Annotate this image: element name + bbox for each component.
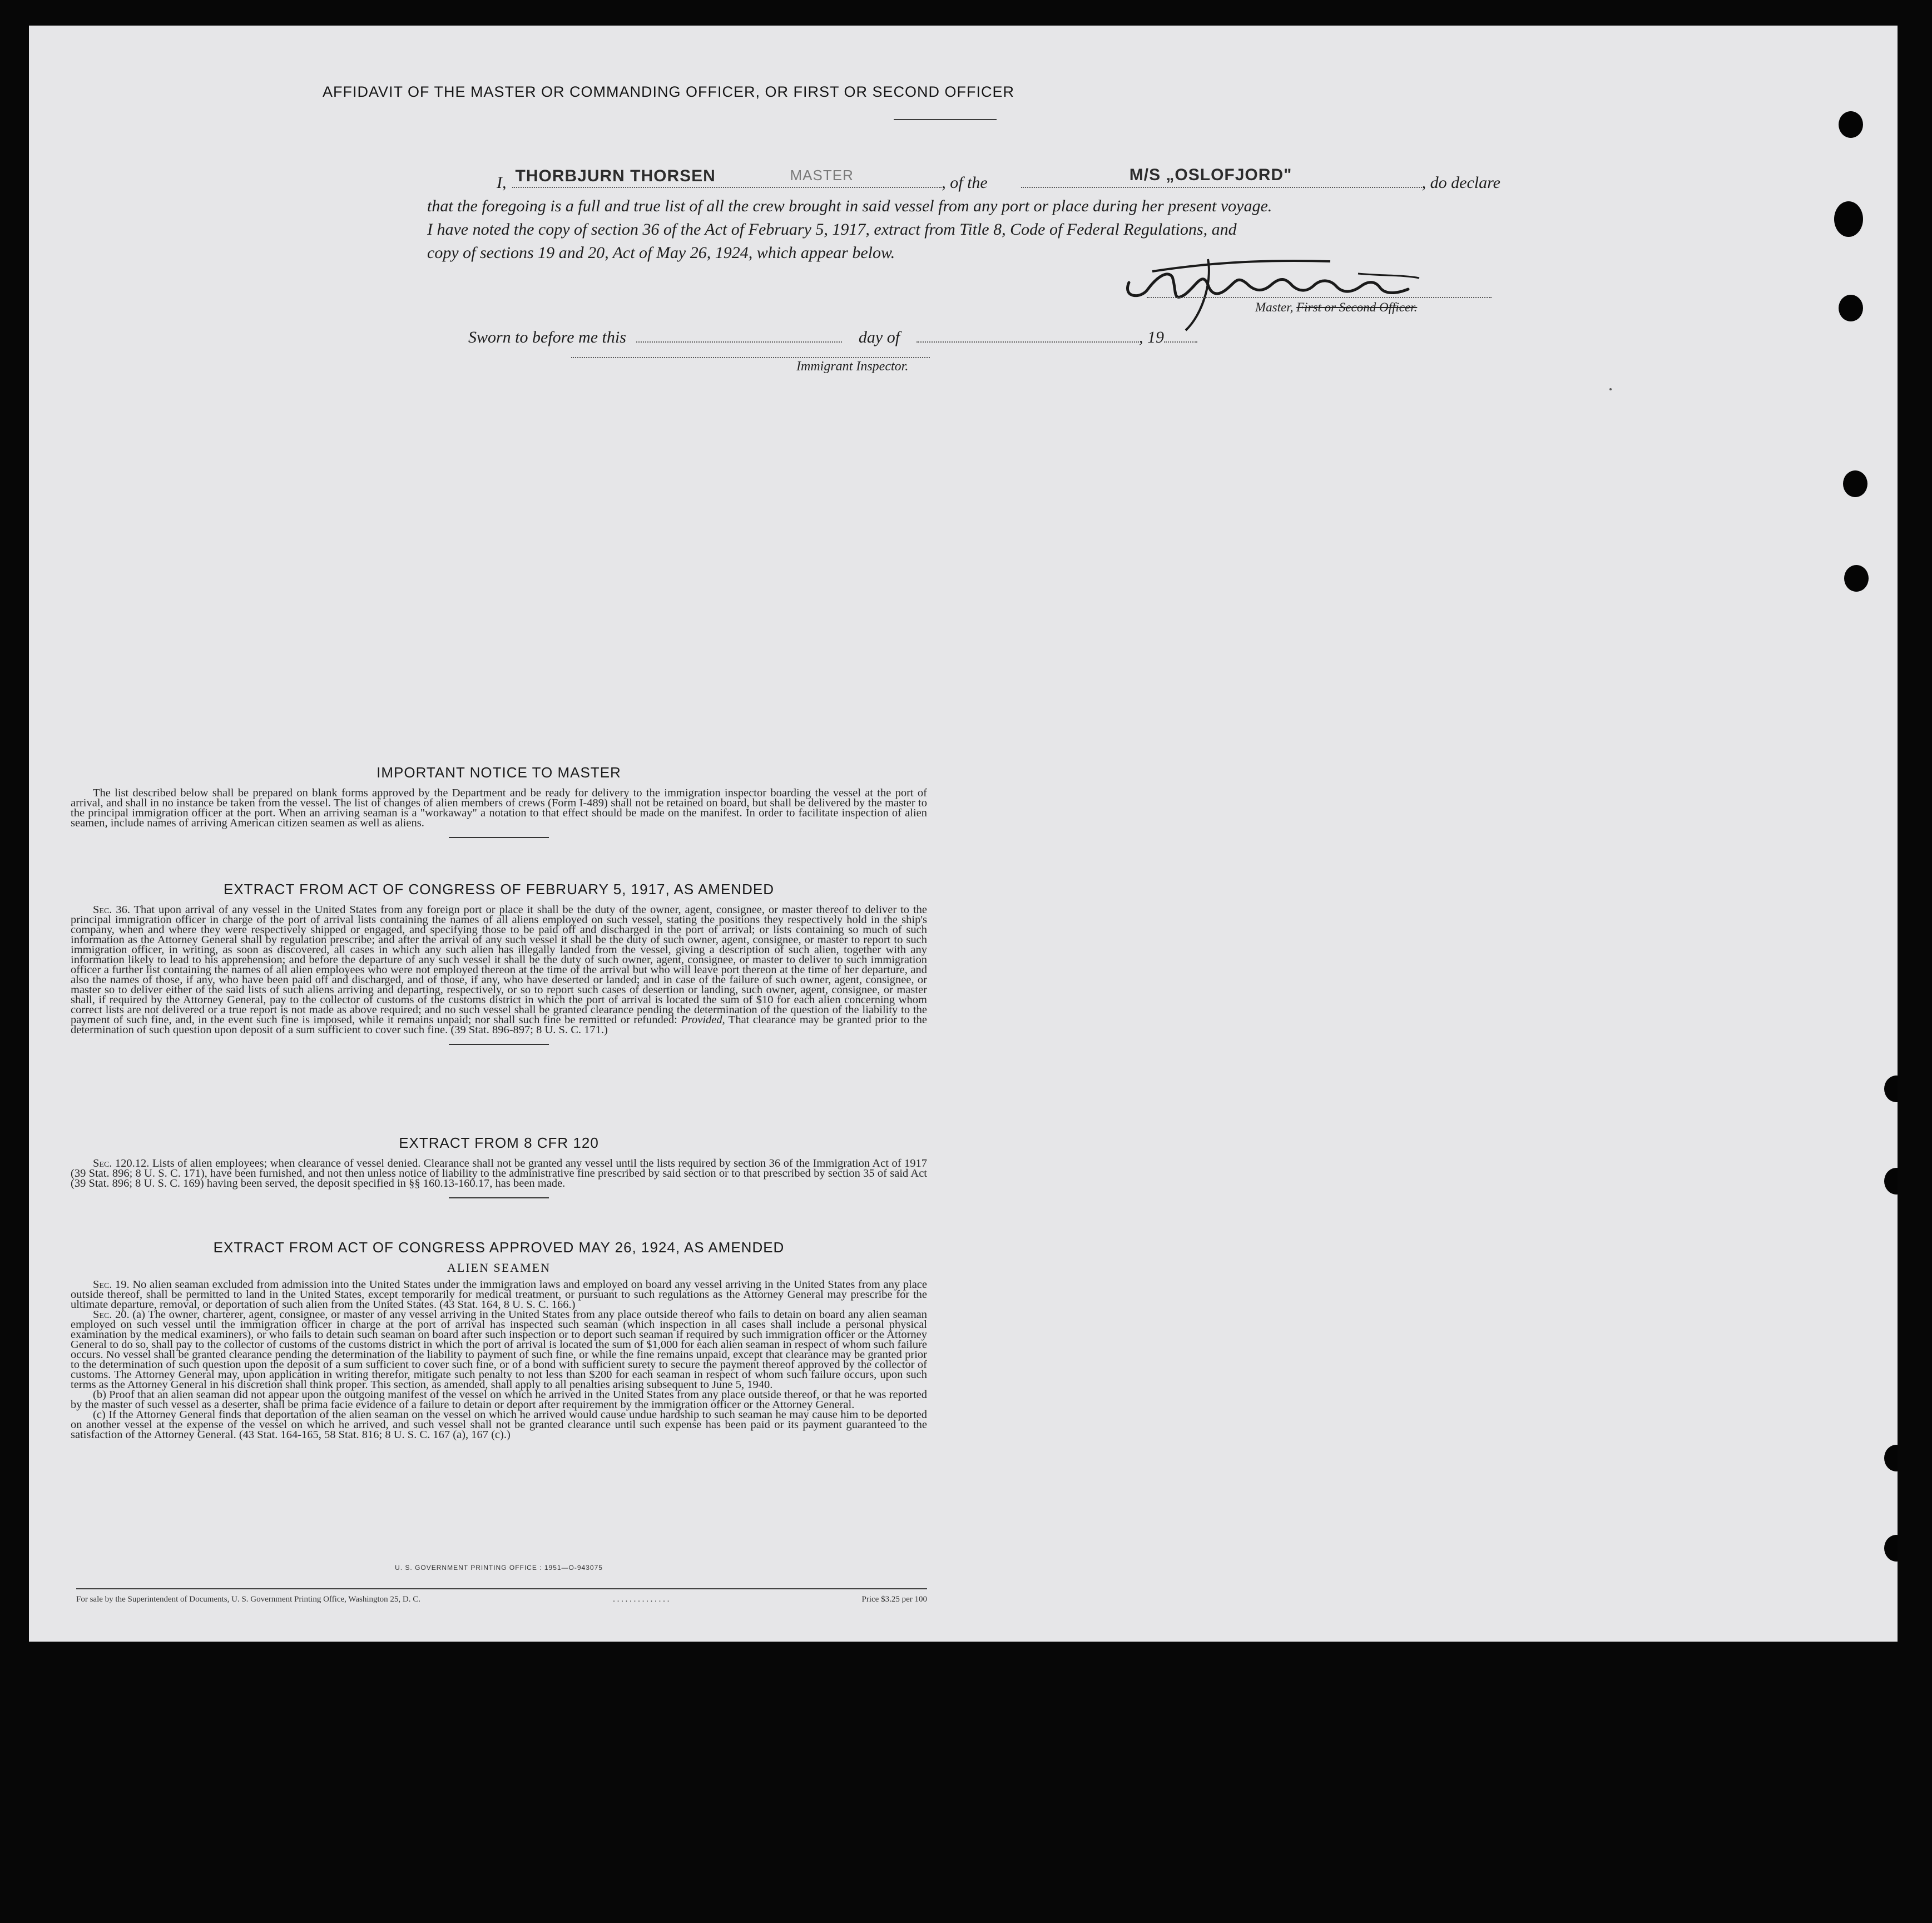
- extract-1917-title: EXTRACT FROM ACT OF CONGRESS OF FEBRUARY 5, 1917, AS AMENDED: [224, 881, 774, 898]
- punch-hole: [1884, 1445, 1898, 1471]
- master-name-field: [512, 168, 942, 188]
- punch-hole: [1884, 1168, 1898, 1195]
- master-rank-stamp: MASTER: [790, 167, 854, 184]
- punch-hole: [1834, 201, 1863, 237]
- sale-footer: [76, 1595, 927, 1604]
- notice-body: The list described below shall be prepared on blank forms approved by the Department and be ready for delivery to the immigration inspector boarding the vessel at the port of arrival, and shall in no instance be taken from the vessel. The list of changes of alien members of crews (Form I-489) shall not be retained on board, but shall be delivered by the master to the principal immigration officer at the port. When an arriving seaman is a "workaway" a notation to that effect should be made on the manifest. In order to facilitate inspection of alien seamen, include names of arriving American citizen seamen as well as aliens.: [71, 787, 927, 829]
- day-of-label: day of: [858, 328, 900, 346]
- punch-hole: [1884, 1535, 1898, 1562]
- sec-20c-paragraph: (c) If the Attorney General finds that deportation of the alien seaman on the vessel on which he arrived would cause undue hardship to such seaman he may cause him to be deported on another vessel at the expense of the vessel on which he arrived, and such vessel shall not be granted clearance until such expense has been paid or its payment guaranteed to the satisfaction of the Attorney General. (43 Stat. 164-165, 58 Stat. 816; 8 U. S. C. 167 (a), 167 (c).): [71, 1409, 927, 1441]
- signature-line: [1147, 297, 1492, 298]
- punch-hole: [1844, 565, 1869, 592]
- affidavit-line-2: that the foregoing is a full and true list of all the crew brought in said vessel from any port or place during her present voyage.: [427, 197, 1272, 215]
- sec-20a-paragraph: [71, 1310, 927, 1390]
- affidavit-line-3: I have noted the copy of section 36 of the Act of February 5, 1917, extract from Title 8, Code of Federal Regulations, and: [427, 220, 1237, 239]
- form-page: [29, 26, 1898, 1642]
- gpo-imprint: U. S. GOVERNMENT PRINTING OFFICE : 1951—O-943075: [395, 1564, 603, 1572]
- sec-19-label: Sec. 19.: [93, 1278, 130, 1291]
- extract-1924-section: [71, 1239, 927, 1440]
- master-name-stamp: THORBJURN THORSEN: [515, 167, 716, 185]
- sec-36-label: Sec. 36.: [93, 904, 130, 916]
- inspector-signature-line: [571, 357, 930, 358]
- affidavit-title: AFFIDAVIT OF THE MASTER OR COMMANDING OFFICER, OR FIRST OR SECOND OFFICER: [322, 83, 1015, 100]
- master-signature: [1119, 237, 1475, 337]
- affidavit-line-1: [427, 168, 1500, 195]
- extract-1924-title: EXTRACT FROM ACT OF CONGRESS APPROVED MAY 26, 1924, AS AMENDED: [213, 1239, 785, 1256]
- of-the-label: , of the: [942, 174, 988, 192]
- sec-20a-text: (a) The owner, charterer, agent, consignee, or master of any vessel arriving in the United States from any place outside thereof who fails to detain on board any alien seaman employed on such vessel until the immigration officer in charge at the port of arrival has inspected such seaman (which inspection in all cases shall include a personal physical examination by the medical examiners), or who fails to detain such seaman on board after such inspection or to deport such seaman if required by such immigration officer or the Attorney General to do so, shall pay to the collector of customs of the customs district in which the port of arrival is located the sum of $1,000 for each alien seaman in respect of whom such failure occurs. No vessel shall be granted clearance pending the determination of the liability to payment of such fine, or while the fine remains unpaid, except that clearance may be granted prior to the determination of such question upon the deposit of a sum sufficient to cover such fine, or of a bond with sufficient surety to secure the payment thereof approved by the collector of customs. The Attorney General may, upon application in writing therefor, mitigate such penalty to not less than $200 for each seaman in respect of whom such failure occurs, upon such terms as the Attorney General in his discretion shall think proper. This section, as amended, shall apply to all penalties arising subsequent to June 5, 1940.: [71, 1309, 927, 1391]
- extract-cfr-title: EXTRACT FROM 8 CFR 120: [399, 1134, 599, 1151]
- sec-120-text: Lists of alien employees; when clearance of vessel denied. Clearance shall not be granted any vessel until the lists required by section 36 of the Immigration Act of 1917 (39 Stat. 896; 8 U. S. C. 171), have been furnished, and not then unless notice of liability to the administrative fine prescribed by said section or to that prescribed by section 35 of said Act (39 Stat. 896; 8 U. S. C. 169) having been served, the deposit specified in §§ 160.13-160.17, has been made.: [71, 1157, 927, 1190]
- scan-speck: [1609, 388, 1612, 390]
- sec-36-text: That upon arrival of any vessel in the United States from any foreign port or place it shall be the duty of the owner, agent, consignee, or master thereof to deliver to the principal immigration officer in charge of the port of arrival lists containing the names of all aliens employed on such vessel, stating the positions they respectively hold in the ship's company, when and where they were respectively shipped or engaged, and specifying those to be paid off and discharged in the port of arrival; or lists containing so much of such information as the Attorney General shall by regulation prescribe; and after the arrival of any such vessel it shall be the duty of such owner, agent, consignee, or master to report to such immigration officer, in writing, as soon as discovered, all cases in which any such alien has illegally landed from the vessel, giving a description of such alien, together with any information likely to lead to his apprehension; and before the departure of any such vessel it shall be the duty of such owner, agent, consignee, or master to deliver to such immigration officer a further list containing the names of all alien employees who were not employed thereon at the time of the arrival but who will leave port thereon at the time of her departure, and also the names of those, if any, who have been paid off and discharged, and of those, if any, who have deserted or landed; and in case of the failure of such owner, agent, consignee, or master so to deliver either of the said lists of such aliens arriving and departing, respectively, or so to report such cases of desertion or landing, such owner, agent, consignee, or master shall, if required by the Attorney General, pay to the collector of customs of the customs district in which the port of arrival is located the sum of $10 for each alien concerning whom correct lists are not delivered or a true report is not made as above required; and no such vessel shall be granted clearance pending the determination of the question of the liability to the payment of such fine, and, in the event such fine is imposed, while it remains unpaid; nor shall such fine be remitted or refunded:: [71, 904, 927, 1026]
- sec-20b-paragraph: (b) Proof that an alien seaman did not appear upon the outgoing manifest of the vessel on which he arrived in the United States from any place outside thereof, or that he was reported by the master of such vessel as a deserter, shall be prima facie evidence of a failure to detain or deport after requirement by the immigration officer or the Attorney General.: [71, 1389, 927, 1411]
- title-divider: [894, 119, 997, 120]
- signature-caption: [1255, 300, 1417, 315]
- alien-seamen-subtitle: ALIEN SEAMEN: [447, 1261, 551, 1275]
- sec-20-label: Sec. 20.: [93, 1309, 130, 1321]
- sworn-line: [468, 323, 1197, 347]
- sworn-year-field: [1164, 323, 1197, 343]
- footer-rule: [76, 1588, 927, 1589]
- extract-cfr-section: [71, 1134, 927, 1198]
- provided-word: Provided,: [681, 1014, 725, 1026]
- footer-dots: . . . . . . . . . . . . . .: [613, 1595, 670, 1604]
- sworn-label: Sworn to before me this: [468, 328, 626, 346]
- extract-1917-divider: [449, 1044, 549, 1045]
- sec-36-text-end: That clearance may be granted prior to the determination of such question upon deposit of a sum sufficient to cover such fine. (39 Stat. 896-897; 8 U. S. C. 171.): [71, 1014, 927, 1036]
- caption-struck-officer: First or Second Officer.: [1296, 300, 1418, 314]
- do-declare-label: , do declare: [1421, 174, 1500, 192]
- inspector-caption: Immigrant Inspector.: [796, 359, 909, 374]
- sworn-day-field: [636, 323, 842, 343]
- footer-left: For sale by the Superintendent of Documents, U. S. Government Printing Office, Washington 25, D. C.: [76, 1595, 420, 1604]
- affidavit-line-4: copy of sections 19 and 20, Act of May 26, 1924, which appear below.: [427, 244, 895, 262]
- extract-1917-body: [71, 905, 927, 1035]
- year-prefix: , 19: [1139, 328, 1165, 346]
- extract-1917-section: [71, 881, 927, 1045]
- sec-120-label: Sec. 120.12.: [93, 1157, 150, 1169]
- sec-19-text: No alien seaman excluded from admission into the United States under the immigration laws and employed on board any vessel arriving in the United States from any place outside thereof, shall be permitted to land in the United States, except temporarily for medical treatment, or pursuant to such regulations as the Attorney General may prescribe for the ultimate departure, removal, or deportation of such alien from the United States. (43 Stat. 164, 8 U. S. C. 166.): [71, 1278, 928, 1311]
- important-notice-section: [71, 764, 927, 838]
- vessel-name-field: [1021, 168, 1422, 188]
- notice-divider: [449, 837, 549, 838]
- footer-price: Price $3.25 per 100: [861, 1595, 927, 1604]
- punch-hole: [1843, 470, 1867, 497]
- punch-hole: [1839, 295, 1863, 321]
- sec-19-paragraph: [71, 1280, 927, 1310]
- extract-cfr-body: [71, 1158, 927, 1188]
- notice-title: IMPORTANT NOTICE TO MASTER: [377, 764, 621, 781]
- sworn-month-field: [917, 323, 1139, 343]
- punch-hole: [1839, 111, 1863, 138]
- punch-hole: [1884, 1076, 1898, 1102]
- vessel-name-stamp: M/S „OSLOFJORD": [1129, 166, 1292, 184]
- i-label: I,: [497, 174, 507, 192]
- caption-master: Master,: [1255, 300, 1294, 314]
- extract-cfr-divider: [449, 1197, 549, 1198]
